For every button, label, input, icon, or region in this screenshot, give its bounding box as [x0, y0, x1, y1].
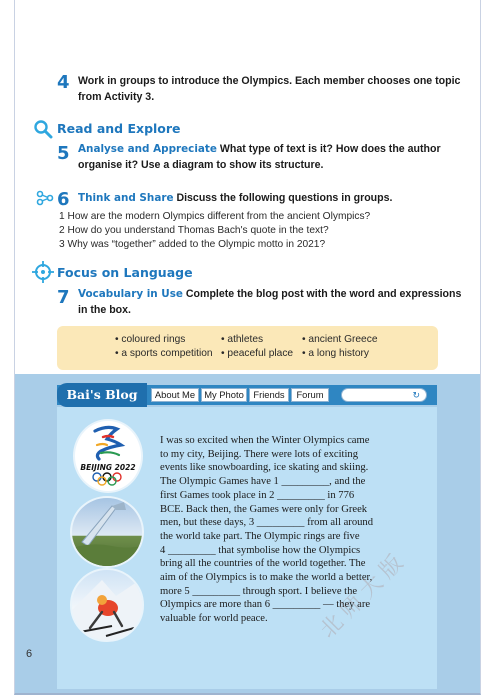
magnifier-icon	[33, 119, 53, 139]
word-item: • athletes	[221, 334, 264, 345]
search-icon[interactable]: ↻	[412, 391, 420, 401]
word-item: • a long history	[302, 348, 369, 359]
emblem-text: BEIJING 2022	[80, 463, 136, 472]
blog-line: I was so excited when the Winter Olympics came	[160, 435, 370, 446]
read-explore-title: Read and Explore	[57, 121, 181, 136]
nav-forum[interactable]: Forum	[291, 388, 329, 402]
blog-line: to my city, Beijing. There were lots of exciting	[160, 448, 358, 460]
activity-6-keyword: Think and Share	[78, 192, 174, 204]
activity-7-number: 7	[57, 287, 70, 308]
blog-line: The Olympic Games have 1 _________, and the	[160, 476, 366, 488]
question-1: 1 How are the modern Olympics different from the ancient Olympics?	[59, 211, 371, 222]
publisher-watermark: 北师大版	[315, 546, 413, 644]
blog-line: Olympics are more than 6 _________ — they are	[160, 599, 371, 611]
activity-5-keyword: Analyse and Appreciate	[78, 143, 217, 155]
ski-jump-photo	[70, 496, 144, 568]
activity-7-text	[78, 286, 461, 318]
share-nodes-icon	[36, 190, 58, 206]
activity-7-keyword: Vocabulary in Use	[78, 288, 183, 300]
activity-5-line-1: What type of text is it? How does the author	[216, 143, 441, 155]
word-item: • a sports competition	[115, 348, 213, 359]
activity-5-line-2: organise it? Use a diagram to show its structure.	[78, 159, 324, 171]
blog-line: valuable for world peace.	[160, 613, 268, 625]
blog-line: 4 _________ that symbolise how the Olympics	[160, 544, 361, 556]
blog-line: men, but these days, 3 _________ from all around	[160, 517, 374, 529]
activity-6-text	[78, 190, 392, 206]
focus-language-title: Focus on Language	[57, 265, 193, 280]
word-item: • peaceful place	[221, 348, 294, 359]
blog-line: the world take part. The Olympic rings are five	[160, 530, 360, 542]
activity-5-number: 5	[57, 143, 70, 164]
skier-photo	[70, 568, 144, 642]
blog-line: more 5 _________ through sport. I believe the	[160, 585, 358, 597]
activity-6-instruction: Discuss the following questions in groups.	[173, 192, 393, 204]
blog-line: BCE. Back then, the Games were only for Greek	[160, 503, 368, 515]
word-item: • coloured rings	[115, 334, 186, 345]
question-2: 2 How do you understand Thomas Bach's quote in the text?	[59, 225, 329, 236]
activity-5-text	[78, 141, 441, 173]
blog-line: events like snowboarding, ice skating and skiing.	[160, 462, 369, 474]
activity-4-text	[78, 73, 460, 105]
crosshair-icon	[32, 261, 54, 283]
activity-7-line-2: in the box.	[78, 304, 131, 316]
page-number: 6	[26, 648, 33, 660]
blog-search-input[interactable]	[341, 388, 427, 402]
activity-4-number: 4	[57, 72, 70, 93]
activity-6-number: 6	[57, 189, 70, 210]
nav-friends[interactable]: Friends	[249, 388, 289, 402]
blog-line: aim of the Olympics is to make the world a better,	[160, 572, 373, 584]
word-box	[57, 326, 438, 370]
question-3: 3 Why was “together” added to the Olympic motto in 2021?	[59, 239, 326, 250]
nav-about-me[interactable]: About Me	[151, 388, 199, 402]
beijing-2022-emblem	[73, 419, 143, 493]
activity-4-line-2: from Activity 3.	[78, 91, 155, 103]
nav-my-photo[interactable]: My Photo	[201, 388, 247, 402]
activity-7-line-1: Complete the blog post with the word and expressions	[182, 288, 462, 300]
blog-line: bring all the countries of the world together. The	[160, 558, 366, 570]
word-item: • ancient Greece	[302, 334, 378, 345]
blog-title: Bai's Blog	[57, 383, 147, 407]
blog-line: first Games took place in 2 _________ in 776	[160, 489, 355, 501]
activity-4-line-1: Work in groups to introduce the Olympics. Each member chooses one topic	[78, 75, 461, 87]
